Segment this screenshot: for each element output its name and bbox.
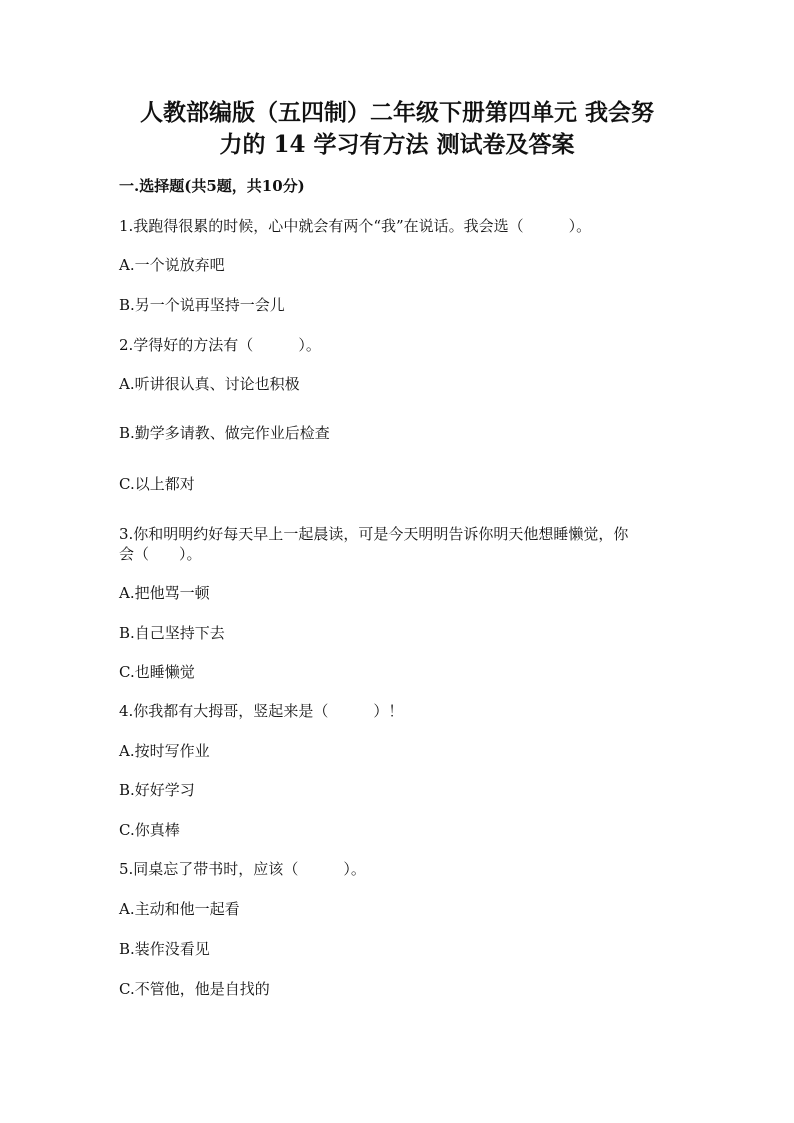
question-1-option-b[interactable]: B.另一个说再坚持一会儿 — [119, 296, 285, 314]
question-1-option-a[interactable]: A.一个说放弃吧 — [119, 256, 225, 274]
document-title-line-1: 人教部编版（五四制）二年级下册第四单元 我会努 — [139, 99, 654, 126]
question-5-option-a[interactable]: A.主动和他一起看 — [119, 900, 240, 918]
question-3-option-a[interactable]: A.把他骂一顿 — [119, 584, 210, 602]
question-2-option-a[interactable]: A.听讲很认真、讨论也积极 — [119, 375, 300, 393]
question-4-option-a[interactable]: A.按时写作业 — [119, 742, 210, 760]
question-4-option-c[interactable]: C.你真棒 — [119, 821, 180, 839]
question-3-stem-line-1: 3.你和明明约好每天早上一起晨读，可是今天明明告诉你明天他想睡懒觉，你 — [119, 525, 629, 543]
question-2-stem: 2.学得好的方法有（ ）。 — [119, 336, 321, 354]
document-title-line-2: 力的 14 学习有方法 测试卷及答案 — [219, 131, 575, 158]
question-3-stem-line-2: 会（ ）。 — [119, 545, 202, 563]
question-1-stem: 1.我跑得很累的时候，心中就会有两个“我”在说话。我会选（ ）。 — [119, 217, 592, 235]
question-4-stem: 4.你我都有大拇哥，竖起来是（ ）！ — [119, 702, 404, 720]
question-5-option-b[interactable]: B.装作没看见 — [119, 940, 210, 958]
question-2-option-c[interactable]: C.以上都对 — [119, 475, 195, 493]
question-2-option-b[interactable]: B.勤学多请教、做完作业后检查 — [119, 424, 330, 442]
question-5-stem: 5.同桌忘了带书时，应该（ ）。 — [119, 860, 366, 878]
section-heading: 一.选择题(共5题，共10分) — [119, 177, 305, 195]
question-3-option-b[interactable]: B.自己坚持下去 — [119, 624, 225, 642]
question-5-option-c[interactable]: C.不管他，他是自找的 — [119, 980, 270, 998]
question-4-option-b[interactable]: B.好好学习 — [119, 781, 195, 799]
question-3-option-c[interactable]: C.也睡懒觉 — [119, 663, 195, 681]
